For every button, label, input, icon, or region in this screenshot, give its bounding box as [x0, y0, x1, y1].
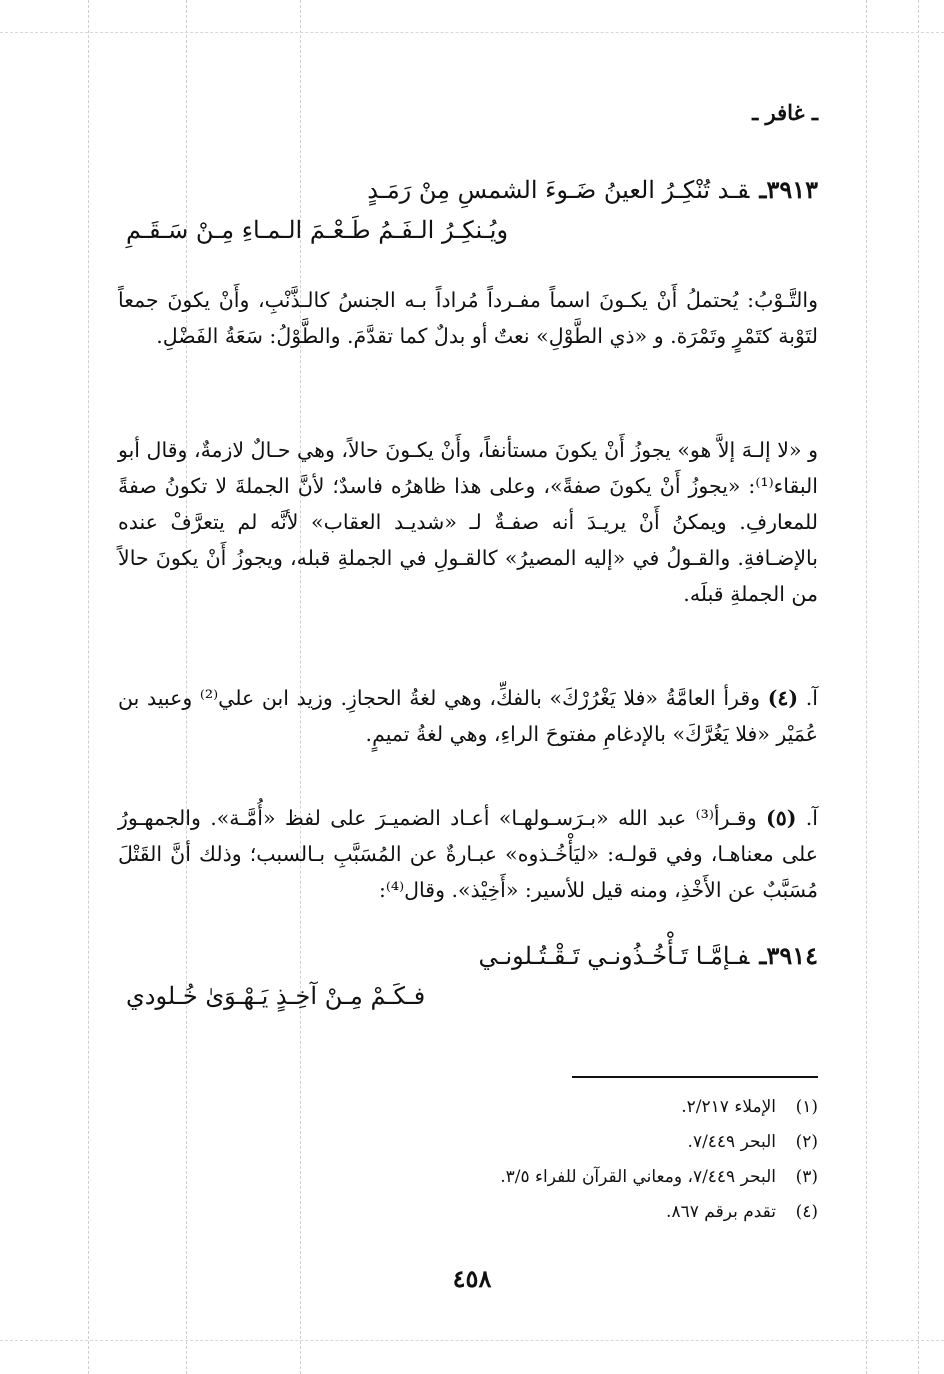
verse-hemistich-1: قـد تُنْكِـرُ العينُ ضَـوءَ الشمسِ مِنْ رَمَـدٍ — [367, 176, 750, 204]
paragraph-la-ilaha: و «لا إلـهَ إلاَّ هو» يجوزُ أَنْ يكونَ مستأنفاً، وأَنْ يكـونَ حالاً، وهي حـالٌ لازمةٌ، وقال أبو البقاء⁽¹⁾: «يجوزُ أَنْ يكونَ صفةً»، وعلى هذا ظاهرُه فاسدٌ؛ لأنَّ الجملةَ لا تكونُ صفةً للمعارفِ. ويمكنُ أَنْ يريـدَ أنه صفـةٌ لـ «شديـد العقاب» لأنَّه لم يتعرَّفْ عنده بالإضـافةِ. والقـولُ في «إليه المصيرُ» كالقـولِ في الجملةِ قبله، ويجوزُ أَنْ يكونَ حالاً من الجملةِ قبلَه. — [118, 438, 818, 606]
footnote-number: (٣) — [795, 1167, 818, 1187]
footnote-separator — [572, 1076, 818, 1078]
aya-label: آ. — [805, 686, 818, 710]
page-number: ٤٥٨ — [452, 1264, 492, 1293]
footnote-4 — [118, 1195, 818, 1230]
verse-line-1 — [118, 170, 818, 210]
scan-guide-line — [0, 32, 944, 33]
scan-guide-line — [0, 1340, 944, 1341]
footnotes — [118, 1090, 818, 1230]
footnote-2 — [118, 1125, 818, 1160]
footnote-3 — [118, 1160, 818, 1195]
footnote-number: (٤) — [795, 1202, 818, 1222]
running-header: ـ غافر ـ — [752, 100, 818, 125]
paragraph-tawb: والتَّـوْبُ: يُحتملُ أَنْ يكـونَ اسماً مفـرداً مُراداً بـه الجنسُ كالـذَّنْبِ، وأَنْ يكونَ جمعاً لتَوْبة كتَمْرٍ وتَمْرَة. و «ذي الطَّوْلِ» نعتٌ أو بدلٌ كما تقدَّمَ. والطَّوْلُ: سَعَةُ الفَضْلِ. — [118, 288, 818, 348]
footnote-text: تقدم برقم ٨٦٧. — [666, 1202, 776, 1222]
verse-number: ٣٩١٤ـ — [759, 941, 818, 970]
verse-3913 — [118, 170, 818, 250]
scan-guide-line — [918, 0, 919, 1374]
paragraph-aya-4 — [118, 680, 818, 752]
footnote-text: البحر ٧/٤٤٩، ومعاني القرآن للفراء ٣/٥. — [500, 1167, 776, 1187]
verse-number: ٣٩١٣ـ — [759, 175, 818, 204]
scan-guide-line — [866, 0, 867, 1374]
verse-line-1 — [118, 936, 818, 976]
footnote-text: البحر ٧/٤٤٩. — [687, 1132, 776, 1152]
scan-guide-line — [88, 0, 89, 1374]
aya-number: (٥) — [765, 806, 797, 830]
footnote-number: (١) — [795, 1097, 818, 1117]
verse-3914 — [118, 936, 818, 1016]
paragraph-aya-5 — [118, 800, 818, 908]
footnote-1 — [118, 1090, 818, 1125]
aya-text: وقـرأ⁽³⁾ عبد الله «بـرَسـولهـا» أعـاد الضميـرَ على لفظ «أُمَّـة». والجمهـورُ على معناهـا، وفي قولـه: «ليَأْخُـذوه» عبـارةٌ عن المُسَبَّبِ بـالسبب؛ وذلك أنَّ القَتْلَ مُسَبَّبٌ عن الأَخْذِ، ومنه قيل للأسير: «أَخِيْذ». وقال⁽⁴⁾: — [118, 806, 818, 902]
verse-hemistich-2: فـكَـمْ مِـنْ آخِـذٍ يَـهْـوَىٰ خُـلودي — [126, 982, 426, 1010]
aya-label: آ. — [805, 806, 818, 830]
footnote-text: الإملاء ٢/٢١٧. — [681, 1097, 776, 1117]
verse-hemistich-2: ويُـنكِـرُ الـفَـمُ طَـعْـمَ الـمـاءِ مِـنْ سَـقَـمِ — [126, 216, 509, 244]
aya-number: (٤) — [767, 686, 799, 710]
verse-hemistich-1: فـإمَّـا تَـأْخُـذُونـي تَـقْـتُـلونـي — [478, 942, 750, 970]
footnote-number: (٢) — [795, 1132, 818, 1152]
aya-text: وقرأ العامَّةُ «فلا يَغْرُرْكَ» بالفكِّ، وهي لغةُ الحجازِ. وزيد ابن علي⁽²⁾ وعبيد بن عُمَيْر «فلا يَغُرَّكَ» بالإدغامِ مفتوحَ الراءِ، وهي لغةُ تميمٍ. — [118, 686, 818, 746]
